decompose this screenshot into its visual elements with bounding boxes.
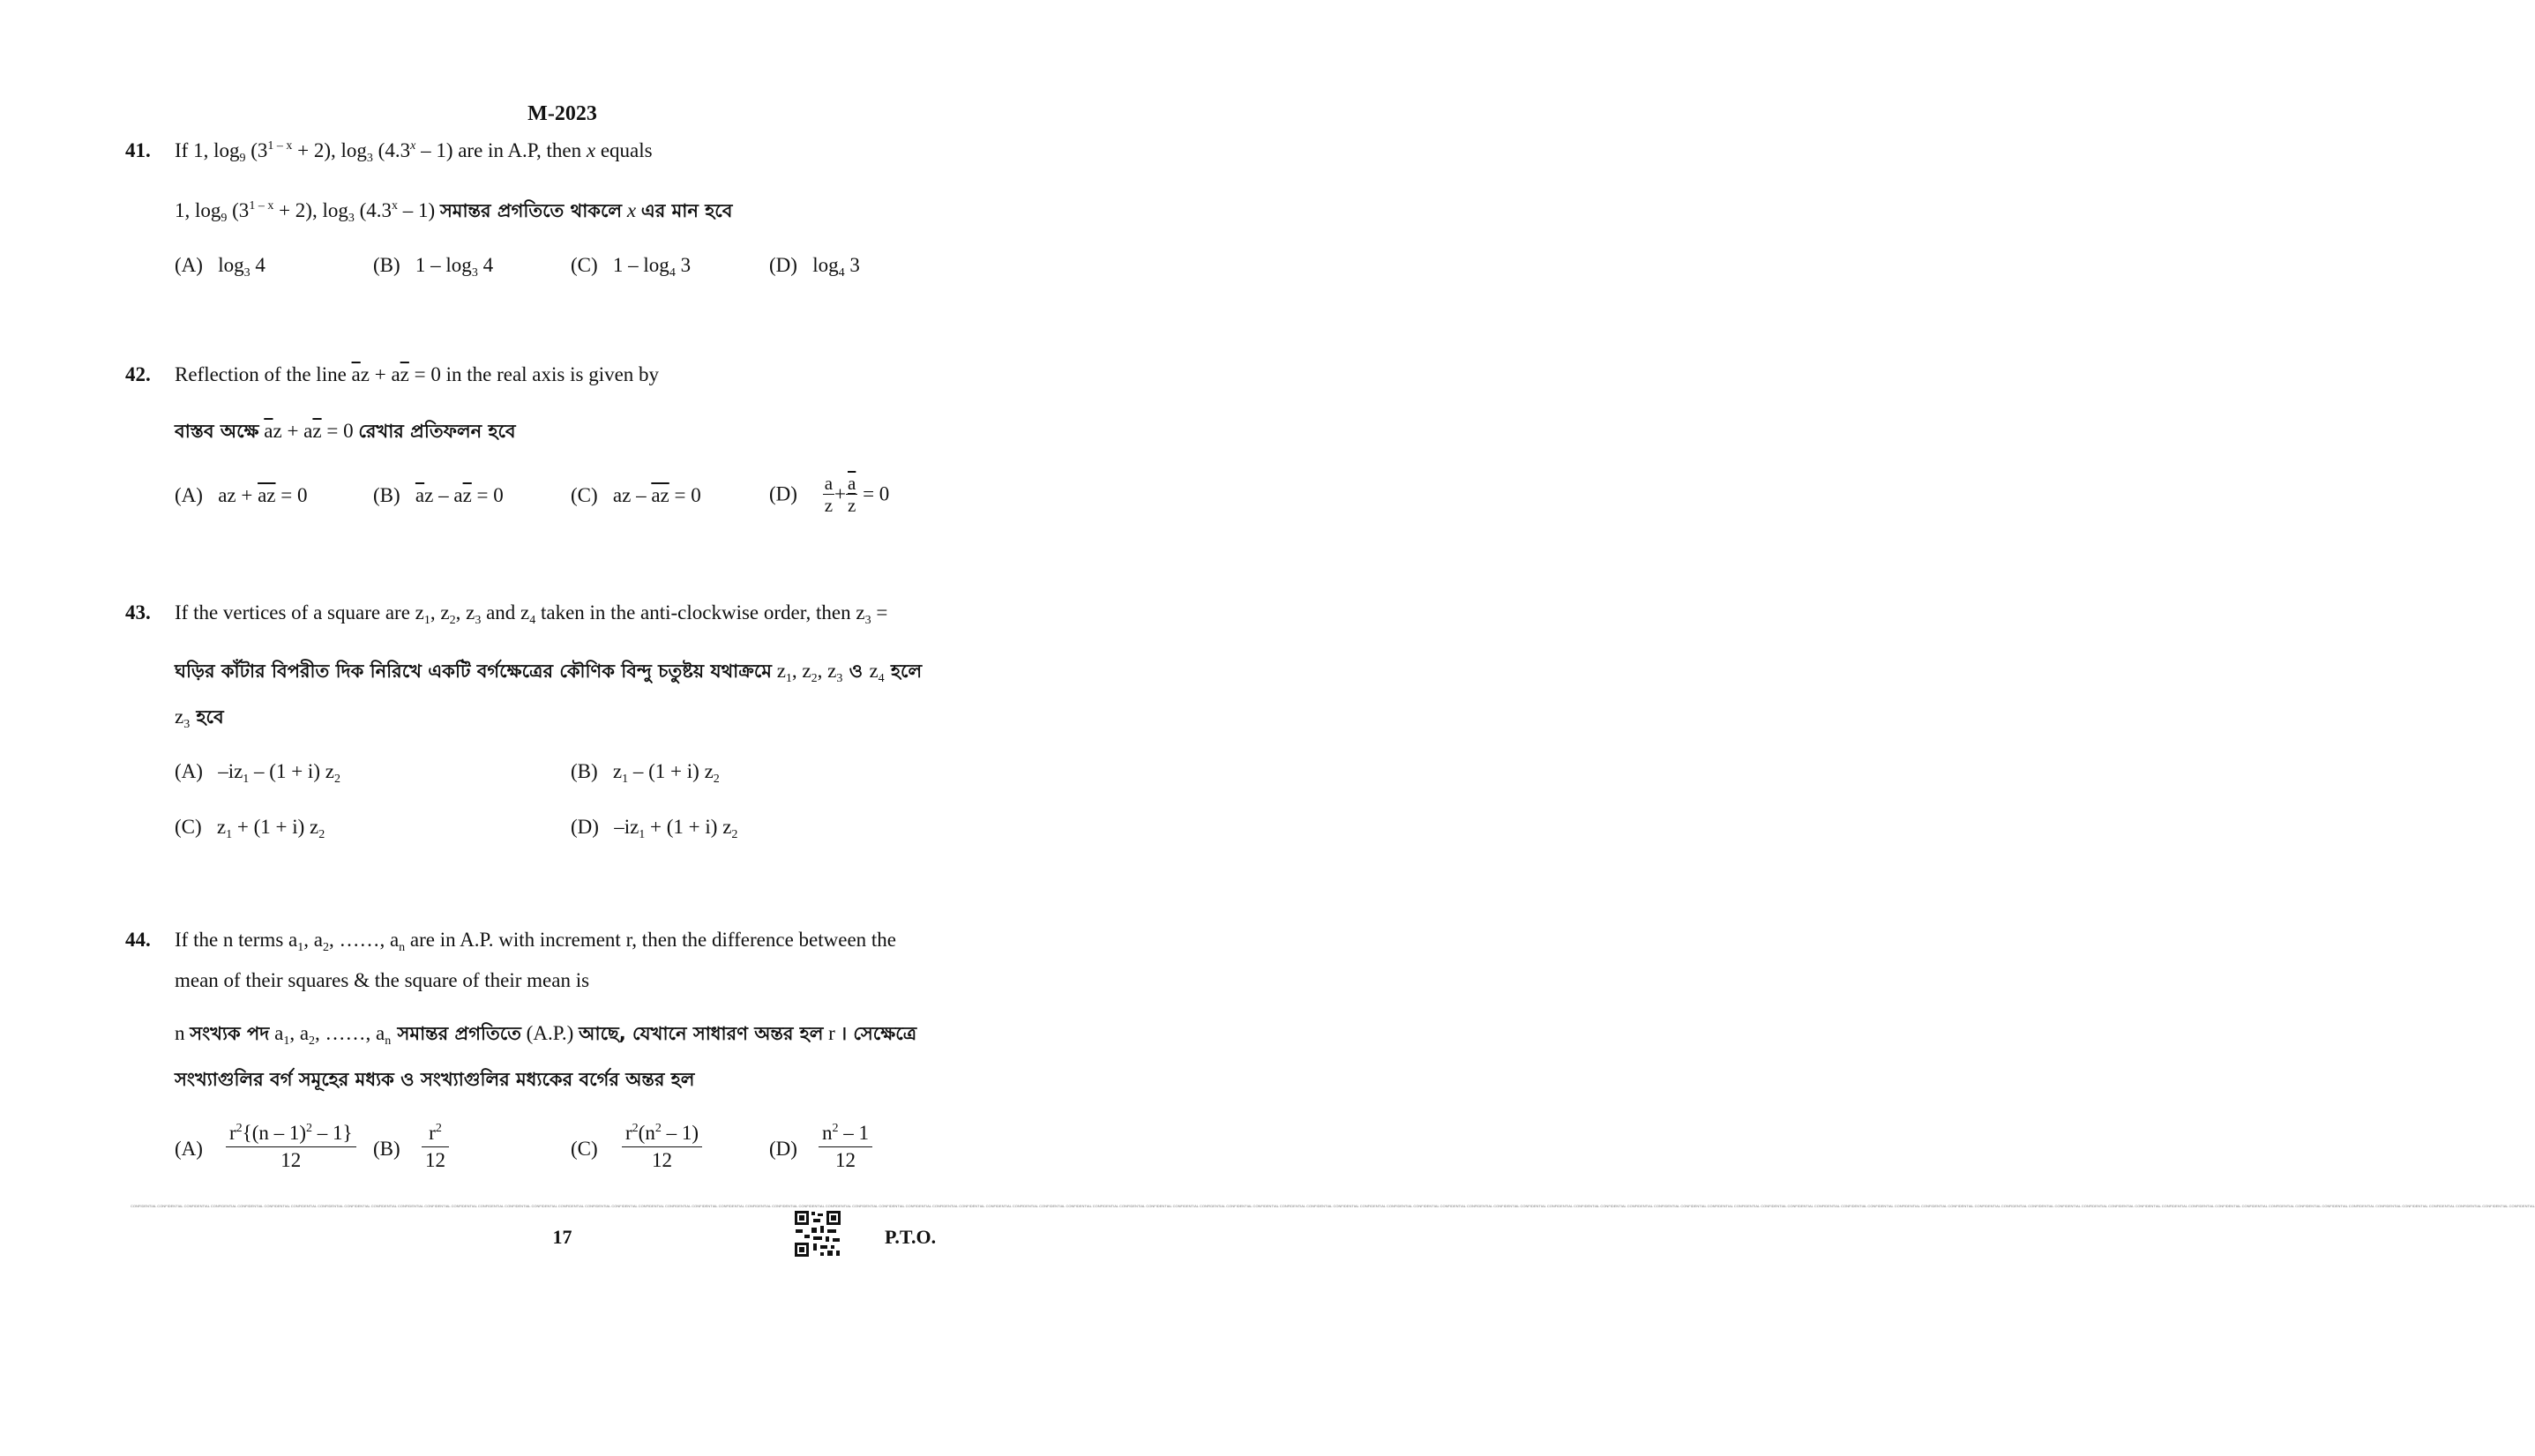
- q44-option-a-label[interactable]: (A): [175, 1138, 203, 1160]
- q42-number: 42.: [125, 363, 151, 385]
- q42-bengali: বাস্তব অক্ষে $\overline{a}z + a\overline{z} = 0$ রেখার প্রতিফলন হবে: [175, 420, 516, 442]
- q44-option-c-fraction[interactable]: $\frac{r^2(n^2 - 1)}{12}$: [622, 1122, 702, 1172]
- q44-english-line1: If the n terms $a_1$, $a_2$, ……, $a_n$ are in A.P. with increment r, then the difference between the: [175, 929, 897, 954]
- confidential-strip: [131, 1203, 2535, 1209]
- q42-option-d[interactable]: (D) $\frac{a}{z}$ + $\frac{\overline{a}}{z}$ = 0: [769, 473, 890, 516]
- q41-option-a[interactable]: (A) $\log_3 4$: [175, 254, 265, 280]
- q42-option-c[interactable]: (C) az – $\overline{az} = 0$: [571, 484, 701, 506]
- q43-bengali-line2: $z_3$ হবে: [175, 706, 224, 731]
- q44-number: 44.: [125, 929, 151, 951]
- q44-option-a-fraction[interactable]: $\frac{r^2\{(n - 1)^2 - 1\}}{12}$: [226, 1122, 356, 1172]
- q44-option-b-label[interactable]: (B): [373, 1138, 400, 1160]
- page-number: 17: [552, 1226, 572, 1248]
- q44-bengali-line2: সংখ্যাগুলির বর্গ সমূহের মধ্যক ও সংখ্যাগুলির মধ্যকের বর্গের অন্তর হল: [175, 1069, 695, 1090]
- qr-code-icon: [794, 1210, 841, 1258]
- q43-bengali-line1: ঘড়ির কাঁটার বিপরীত দিক নিরিখে একটি বর্গক্ষেত্রের কৌণিক বিন্দু চতুষ্টয় যথাক্রমে $z_1$, $z_2$, $z_3$ ও $z_4$ হলে: [175, 660, 923, 685]
- q41-english: If 1, $\log_9 (3^{1 - x} + 2)$, $\log_3 (4.3^x - 1)$ are in A.P, then x equals: [175, 139, 653, 165]
- please-turn-over: P.T.O.: [885, 1226, 937, 1248]
- q43-english: If the vertices of a square are $z_1$, $z_2$, $z_3$ and $z_4$ taken in the anti-clockwise order, then $z_3$ =: [175, 601, 888, 627]
- q43-option-d[interactable]: (D) $-iz_1 + (1 + i)$ $z_2$: [571, 816, 738, 841]
- q44-option-d-fraction[interactable]: $\frac{n^2 - 1}{12}$: [819, 1122, 872, 1172]
- q44-bengali-line1: n সংখ্যক পদ $a_1$, $a_2$, ……, $a_n$ সমান্তর প্রগতিতে (A.P.) আছে, যেখানে সাধারণ অন্তর হল r । সেক্ষেত্রে: [175, 1022, 917, 1048]
- q43-option-b[interactable]: (B) $z_1 - (1 + i)$ $z_2$: [571, 760, 720, 786]
- q41-option-c[interactable]: (C) $1 - \log_4 3$: [571, 254, 692, 280]
- paper-code: M-2023: [527, 102, 597, 125]
- q42-english: Reflection of the line $\overline{a}z + a\overline{z} = 0$ in the real axis is given by: [175, 363, 660, 385]
- q43-number: 43.: [125, 601, 151, 623]
- q43-option-c[interactable]: (C) $z_1 + (1 + i)$ $z_2$: [175, 816, 325, 841]
- q43-option-a[interactable]: (A) $-iz_1 - (1 + i)$ $z_2$: [175, 760, 340, 786]
- q41-option-b[interactable]: (B) $1 - \log_3 4$: [373, 254, 494, 280]
- q44-english-line2: mean of their squares & the square of their mean is: [175, 969, 590, 991]
- q41-bengali: 1, $\log_9 (3^{1 - x} + 2)$, $\log_3 (4.3^x - 1)$ সমান্তর প্রগতিতে থাকলে x এর মান হবে: [175, 199, 733, 225]
- q42-option-a[interactable]: (A) az + $\overline{az} = 0$: [175, 484, 308, 506]
- q44-option-d-label[interactable]: (D): [769, 1138, 797, 1160]
- q42-option-b[interactable]: (B) $\overline{a}z - a\overline{z} = 0$: [373, 484, 504, 506]
- confidential-text: CONFIDENTIAL CONFIDENTIAL CONFIDENTIAL CONFIDENTIAL CONFIDENTIAL CONFIDENTIAL CONFIDENTIAL CONFIDENTIAL CONFIDENTIAL CONFIDENTIAL CONFIDENTIAL CONFIDENTIAL CONFIDENTIAL CONFIDENTIAL CONFIDENTIAL CONFIDENTIAL CONFIDENTIAL CONFIDENTIAL CONFIDENTIAL CONFIDENTIAL CONFIDENTIAL CONFIDENTIAL CONFIDENTIAL CONFIDENTIAL CONFIDENTIAL CONFIDENTIAL CONFIDENTIAL CONFIDENTIAL CONFIDENTIAL CONFIDENTIAL CONFIDENTIAL CONFIDENTIAL CONFIDENTIAL CONFIDENTIAL CONFIDENTIAL CONFIDENTIAL CONFIDENTIAL CONFIDENTIAL CONFIDENTIAL CONFIDENTIAL CONFIDENTIAL CONFIDENTIAL CONFIDENTIAL CONFIDENTIAL CONFIDENTIAL CONFIDENTIAL CONFIDENTIAL CONFIDENTIAL CONFIDENTIAL CONFIDENTIAL CONFIDENTIAL CONFIDENTIAL CONFIDENTIAL CONFIDENTIAL CONFIDENTIAL CONFIDENTIAL CONFIDENTIAL CONFIDENTIAL CONFIDENTIAL CONFIDENTIAL CONFIDENTIAL CONFIDENTIAL CONFIDENTIAL CONFIDENTIAL CONFIDENTIAL CONFIDENTIAL CONFIDENTIAL CONFIDENTIAL CONFIDENTIAL CONFIDENTIAL CONFIDENTIAL CONFIDENTIAL CONFIDENTIAL CONFIDENTIAL CONFIDENTIAL CONFIDENTIAL CONFIDENTIAL CONFIDENTIAL CONFIDENTIAL CONFIDENTIAL CONFIDENTIAL CONFIDENTIAL CONFIDENTIAL CONFIDENTIAL CONFIDENTIAL CONFIDENTIAL CONFIDENTIAL CONFIDENTIAL CONFIDENTIAL CONFIDENTIAL: [131, 1204, 2535, 1208]
- q41-number: 41.: [125, 139, 151, 161]
- q44-option-c-label[interactable]: (C): [571, 1138, 598, 1160]
- q41-option-d[interactable]: (D) $\log_4 3$: [769, 254, 860, 280]
- q44-option-b-fraction[interactable]: $\frac{r^2}{12}$: [422, 1122, 449, 1172]
